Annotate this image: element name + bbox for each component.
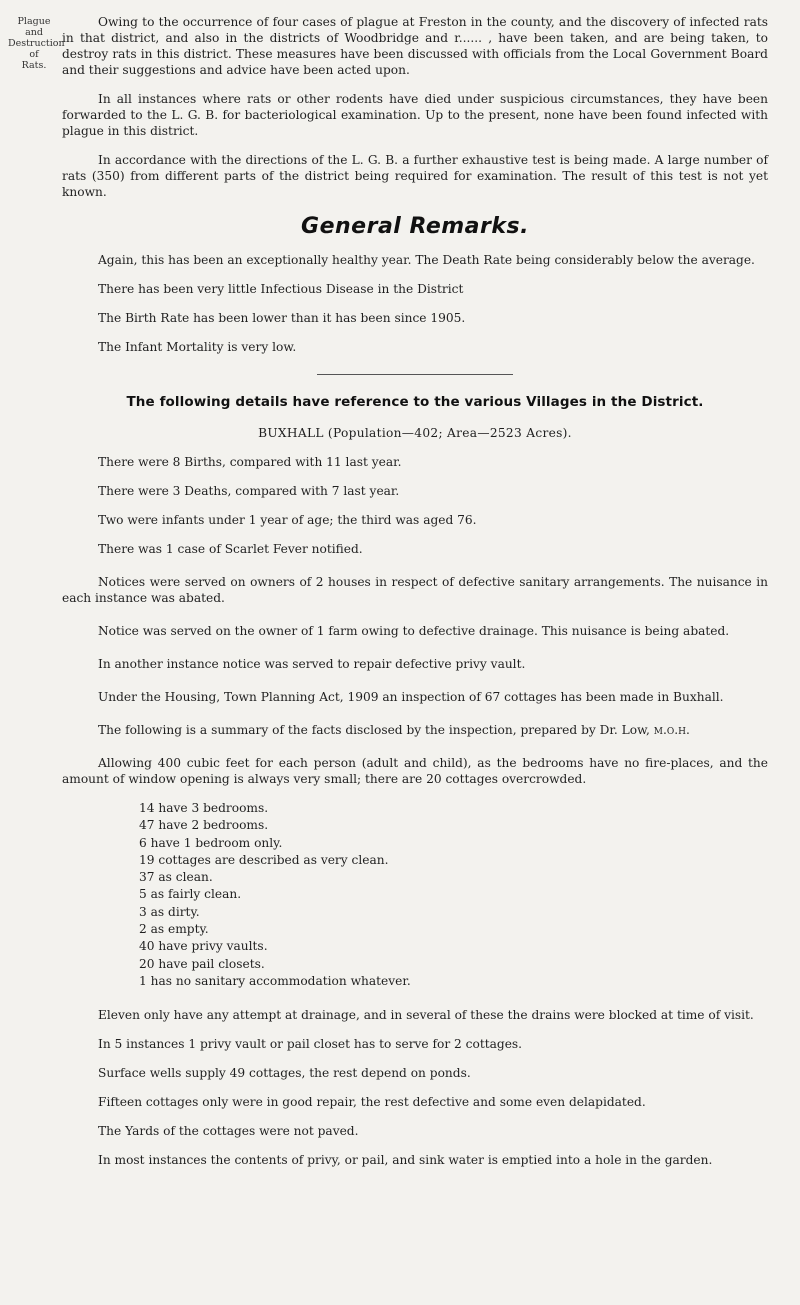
moh-title: m.o.h. bbox=[653, 723, 690, 737]
list-item: 20 have pail closets. bbox=[139, 956, 265, 971]
remarks-paragraph: Again, this has been an exceptionally healthy year. The Death Rate being considerably below the average. bbox=[98, 253, 755, 267]
margin-note-line: Plague and bbox=[17, 16, 51, 38]
summary-text: The following is a summary of the facts disclosed by the inspection, prepared by Dr. Low, bbox=[98, 723, 650, 737]
yards-paragraph: The Yards of the cottages were not paved. bbox=[98, 1124, 359, 1139]
repair-paragraph: Fifteen cottages only were in good repair, the rest defective and some even delapidated. bbox=[98, 1095, 646, 1110]
test-paragraph: In accordance with the directions of the L. G. B. a further exhaustive test is being made. A large number of rats (350) from different parts of the district being required for examination. The result of this test is not yet known. bbox=[62, 153, 768, 199]
list-item: 40 have privy vaults. bbox=[139, 939, 268, 954]
infants-line: Two were infants under 1 year of age; the third was aged 76. bbox=[98, 513, 477, 527]
list-item: 47 have 2 bedrooms. bbox=[139, 818, 269, 833]
summary-paragraph bbox=[62, 722, 768, 738]
deaths-line: There were 3 Deaths, compared with 7 last year. bbox=[98, 484, 400, 498]
contents-paragraph: In most instances the contents of privy, or pail, and sink water is emptied into a hole in the garden. bbox=[98, 1153, 713, 1168]
privy-paragraph: In another instance notice was served to repair defective privy vault. bbox=[98, 657, 526, 671]
list-item: 37 as clean. bbox=[139, 870, 213, 885]
buxhall-heading: BUXHALL (Population—402; Area—2523 Acres). bbox=[258, 426, 572, 440]
allowing-paragraph: Allowing 400 cubic feet for each person (adult and child), as the bedrooms have no fire-places, and the amount of window opening is always very small; there are 20 cottages overcrowded. bbox=[62, 756, 768, 786]
drainage-paragraph: Eleven only have any attempt at drainage, and in several of these the drains were blocked at time of visit. bbox=[98, 1008, 754, 1023]
remarks-paragraph: There has been very little Infectious Disease in the District bbox=[98, 282, 464, 296]
margin-note-line: Destruction of bbox=[8, 38, 65, 60]
margin-note-line: Rats. bbox=[21, 60, 47, 71]
rodents-paragraph: In all instances where rats or other rodents have died under suspicious circumstances, they have been forwarded to the L. G. B. for bacteriological examination. Up to the present, none have been found infected with plague in this district. bbox=[62, 92, 768, 138]
wells-paragraph: Surface wells supply 49 cottages, the rest depend on ponds. bbox=[98, 1066, 471, 1081]
list-item: 3 as dirty. bbox=[139, 904, 200, 919]
list-item: 5 as fairly clean. bbox=[139, 887, 242, 902]
divider bbox=[317, 374, 513, 375]
villages-heading: The following details have reference to the various Villages in the District. bbox=[126, 394, 704, 410]
notices-paragraph: Notices were served on owners of 2 houses in respect of defective sanitary arrangements. The nuisance in each instance was abated. bbox=[62, 575, 768, 605]
list-item: 14 have 3 bedrooms. bbox=[139, 801, 269, 815]
list-item: 2 as empty. bbox=[139, 922, 209, 937]
farm-paragraph: Notice was served on the owner of 1 farm owing to defective drainage. This nuisance is being abated. bbox=[98, 624, 730, 638]
list-item: 1 has no sanitary accommodation whatever. bbox=[139, 973, 411, 988]
list-item: 19 cottages are described as very clean. bbox=[139, 852, 389, 867]
document-body bbox=[62, 14, 768, 1168]
margin-note bbox=[8, 16, 65, 71]
remarks-paragraph: The Birth Rate has been lower than it has been since 1905. bbox=[98, 311, 466, 325]
housing-paragraph: Under the Housing, Town Planning Act, 1909 an inspection of 67 cottages has been made in Buxhall. bbox=[98, 690, 724, 704]
remarks-paragraph: The Infant Mortality is very low. bbox=[98, 340, 297, 354]
scarlet-line: There was 1 case of Scarlet Fever notified. bbox=[98, 542, 363, 556]
shared-paragraph: In 5 instances 1 privy vault or pail closet has to serve for 2 cottages. bbox=[98, 1037, 523, 1052]
list-item: 6 have 1 bedroom only. bbox=[139, 835, 283, 850]
plague-paragraph: Owing to the occurrence of four cases of plague at Freston in the county, and the discovery of infected rats in that district, and also in the districts of Woodbridge and r...... , have been taken, and are being taken, to destroy rats in this district. These measures have been discussed with officials from the Local Government Board and their suggestions and advice have been acted upon. bbox=[62, 15, 768, 77]
births-line: There were 8 Births, compared with 11 last year. bbox=[98, 455, 402, 469]
inspection-list bbox=[139, 800, 768, 990]
general-remarks-heading: General Remarks. bbox=[301, 214, 529, 239]
